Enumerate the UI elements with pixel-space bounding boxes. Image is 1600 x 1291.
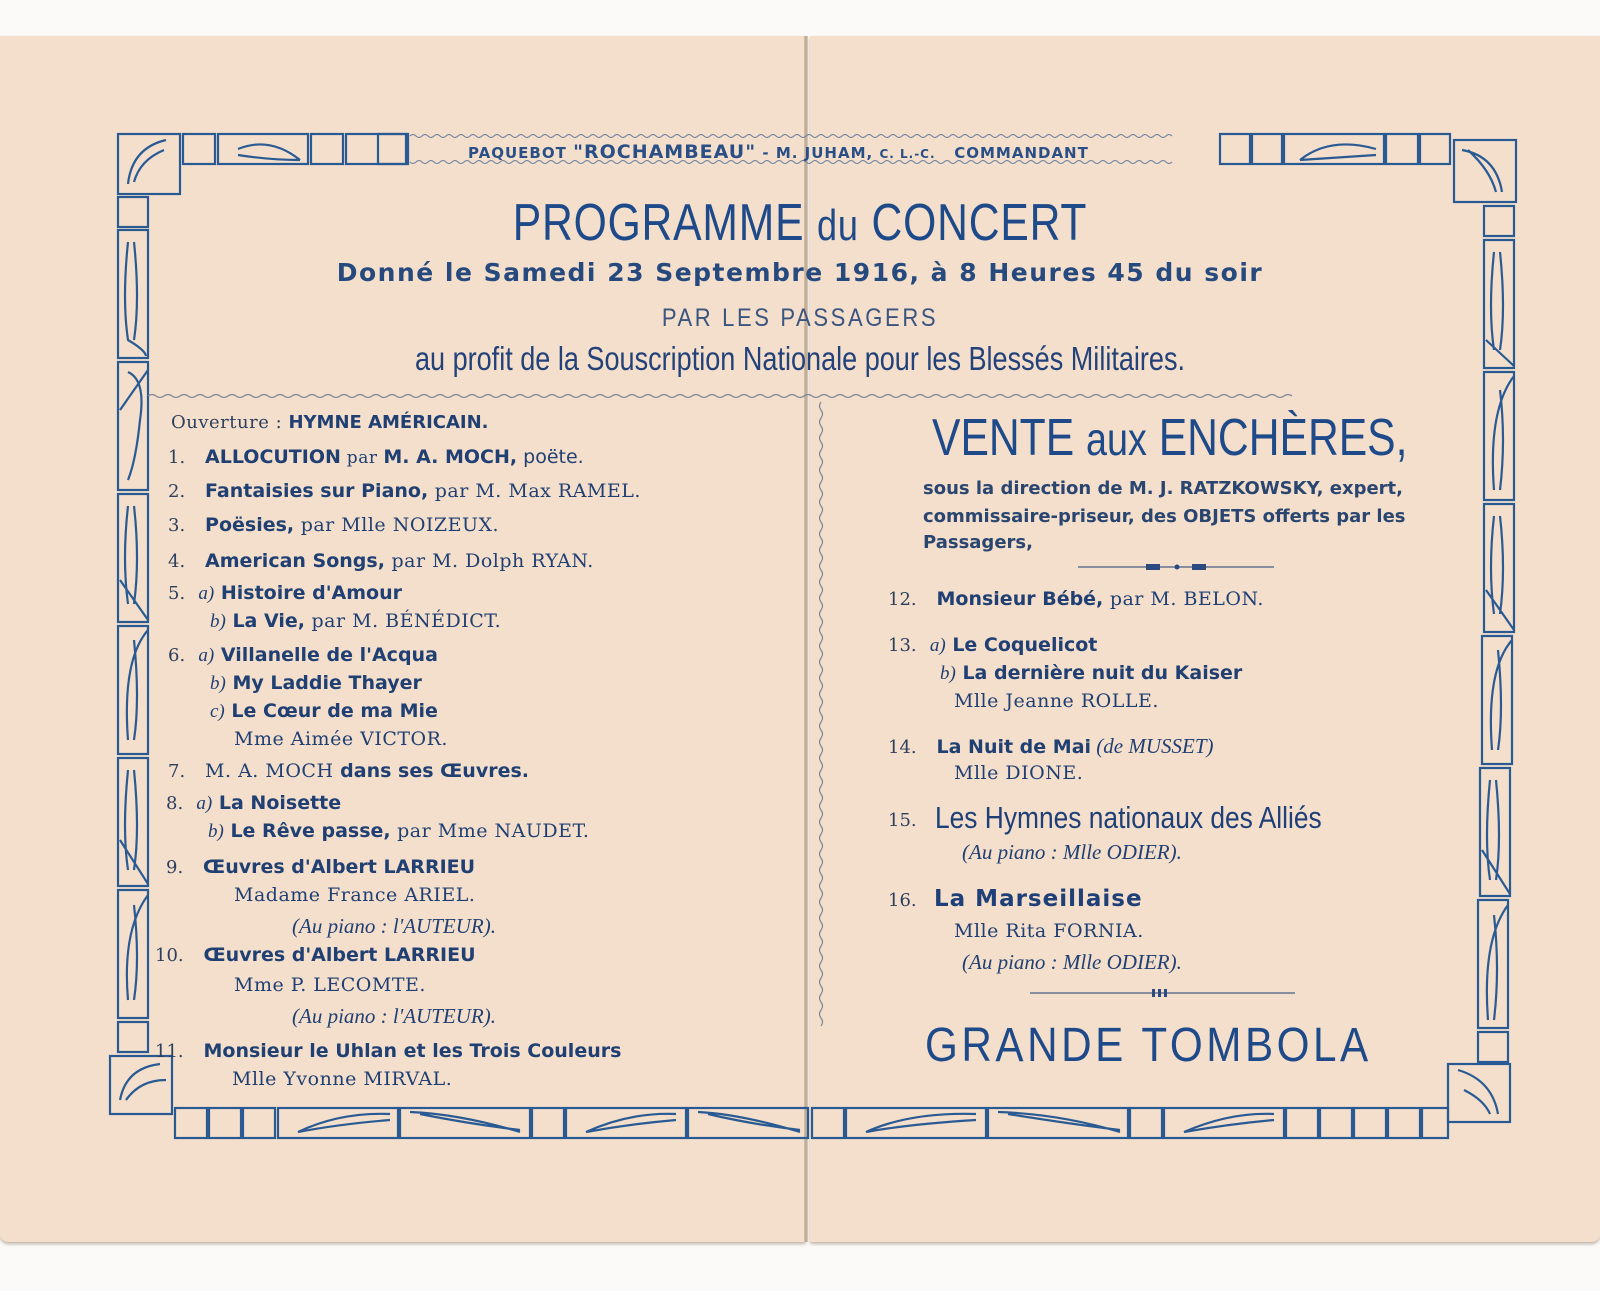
item-number: 16. — [888, 890, 917, 911]
program-item-8: 8. a) La Noisette — [166, 792, 342, 814]
program-item-5b: b) La Vie, par M. BÉNÉDICT. — [210, 610, 502, 632]
program-item-14: 14. La Nuit de Mai (de MUSSET) — [888, 734, 1214, 758]
ship-header — [468, 141, 1089, 163]
piano-accompanist: (Au piano : Mlle ODIER). — [962, 950, 1182, 974]
header-separator: - — [762, 144, 770, 162]
concert-date: Donné le Samedi 23 Septembre 1916, à 8 Heures 45 du soir — [336, 258, 1264, 287]
program-item-3: 3. Poësies, par Mlle NOIZEUX. — [168, 514, 500, 536]
program-item-6: 6. a) Villanelle de l'Acqua — [168, 644, 438, 666]
program-item-13: 13. a) Le Coquelicot — [888, 634, 1098, 656]
program-item-6c: c) Le Cœur de ma Mie — [210, 700, 438, 722]
piano-accompanist: (Au piano : l'AUTEUR). — [292, 914, 496, 938]
page-title: PROGRAMME du CONCERT — [512, 194, 1088, 252]
program-item-12: 12. Monsieur Bébé, par M. BELON. — [888, 588, 1264, 610]
performer: Mlle Jeanne ROLLE. — [954, 690, 1159, 712]
program-item-13b: b) La dernière nuit du Kaiser — [940, 662, 1243, 684]
overture-line: Ouverture : HYMNE AMÉRICAIN. — [171, 412, 489, 433]
program-item-16: La Marseillaise — [934, 886, 1143, 912]
performer: Mme Aimée VICTOR. — [234, 728, 448, 750]
commander-title: C. L.-C. — [879, 147, 936, 161]
divider-ornament-icon — [1078, 564, 1274, 570]
commander-name: M. JUHAM, — [775, 144, 874, 162]
ship-name: "ROCHAMBEAU" — [573, 141, 757, 163]
benefit-line: au profit de la Souscription Nationale pour les Blessés Militaires. — [414, 340, 1186, 377]
piano-accompanist: (Au piano : l'AUTEUR). — [292, 1004, 496, 1028]
closing-title: GRANDE TOMBOLA — [925, 1019, 1372, 1072]
performer: Madame France ARIEL. — [234, 884, 476, 906]
ship-prefix: PAQUEBOT — [468, 144, 567, 162]
program-item-2: 2. Fantaisies sur Piano, par M. Max RAMEL. — [168, 480, 641, 502]
program-item-7: 7. M. A. MOCH dans ses Œuvres. — [168, 760, 530, 782]
program-item-4: 4. American Songs, par M. Dolph RYAN. — [168, 550, 594, 572]
commander-role: COMMANDANT — [954, 144, 1089, 162]
auction-description-line: sous la direction de M. J. RATZKOWSKY, expert, — [923, 478, 1403, 499]
performer: Mme P. LECOMTE. — [234, 974, 426, 996]
program-item-10: 10. Œuvres d'Albert LARRIEU — [155, 944, 476, 966]
program-item-9: 9. Œuvres d'Albert LARRIEU — [166, 856, 476, 878]
auction-description-line: commissaire-priseur, des OBJETS offerts par les — [923, 506, 1406, 527]
auction-description-line: Passagers, — [923, 532, 1033, 553]
performer: Mlle Yvonne MIRVAL. — [232, 1068, 453, 1090]
program-item-15: Les Hymnes nationaux des Alliés — [935, 800, 1322, 835]
performer: Mlle DIONE. — [954, 762, 1084, 784]
item-number: 15. — [888, 810, 917, 831]
program-item-6b: b) My Laddie Thayer — [210, 672, 422, 694]
program-item-8b: b) Le Rêve passe, par Mme NAUDET. — [208, 820, 590, 842]
program-item-1: 1. ALLOCUTION par M. A. MOCH, poëte. — [168, 446, 584, 468]
by-line: PAR LES PASSAGERS — [661, 304, 939, 332]
divider-ornament-icon — [1030, 989, 1295, 997]
program-item-5: 5. a) Histoire d'Amour — [168, 582, 402, 604]
performer: Mlle Rita FORNIA. — [954, 920, 1144, 942]
auction-title: VENTE aux ENCHÈRES, — [932, 409, 1408, 467]
program-item-11: 11. Monsieur le Uhlan et les Trois Couleurs — [155, 1040, 622, 1062]
piano-accompanist: (Au piano : Mlle ODIER). — [962, 840, 1182, 864]
